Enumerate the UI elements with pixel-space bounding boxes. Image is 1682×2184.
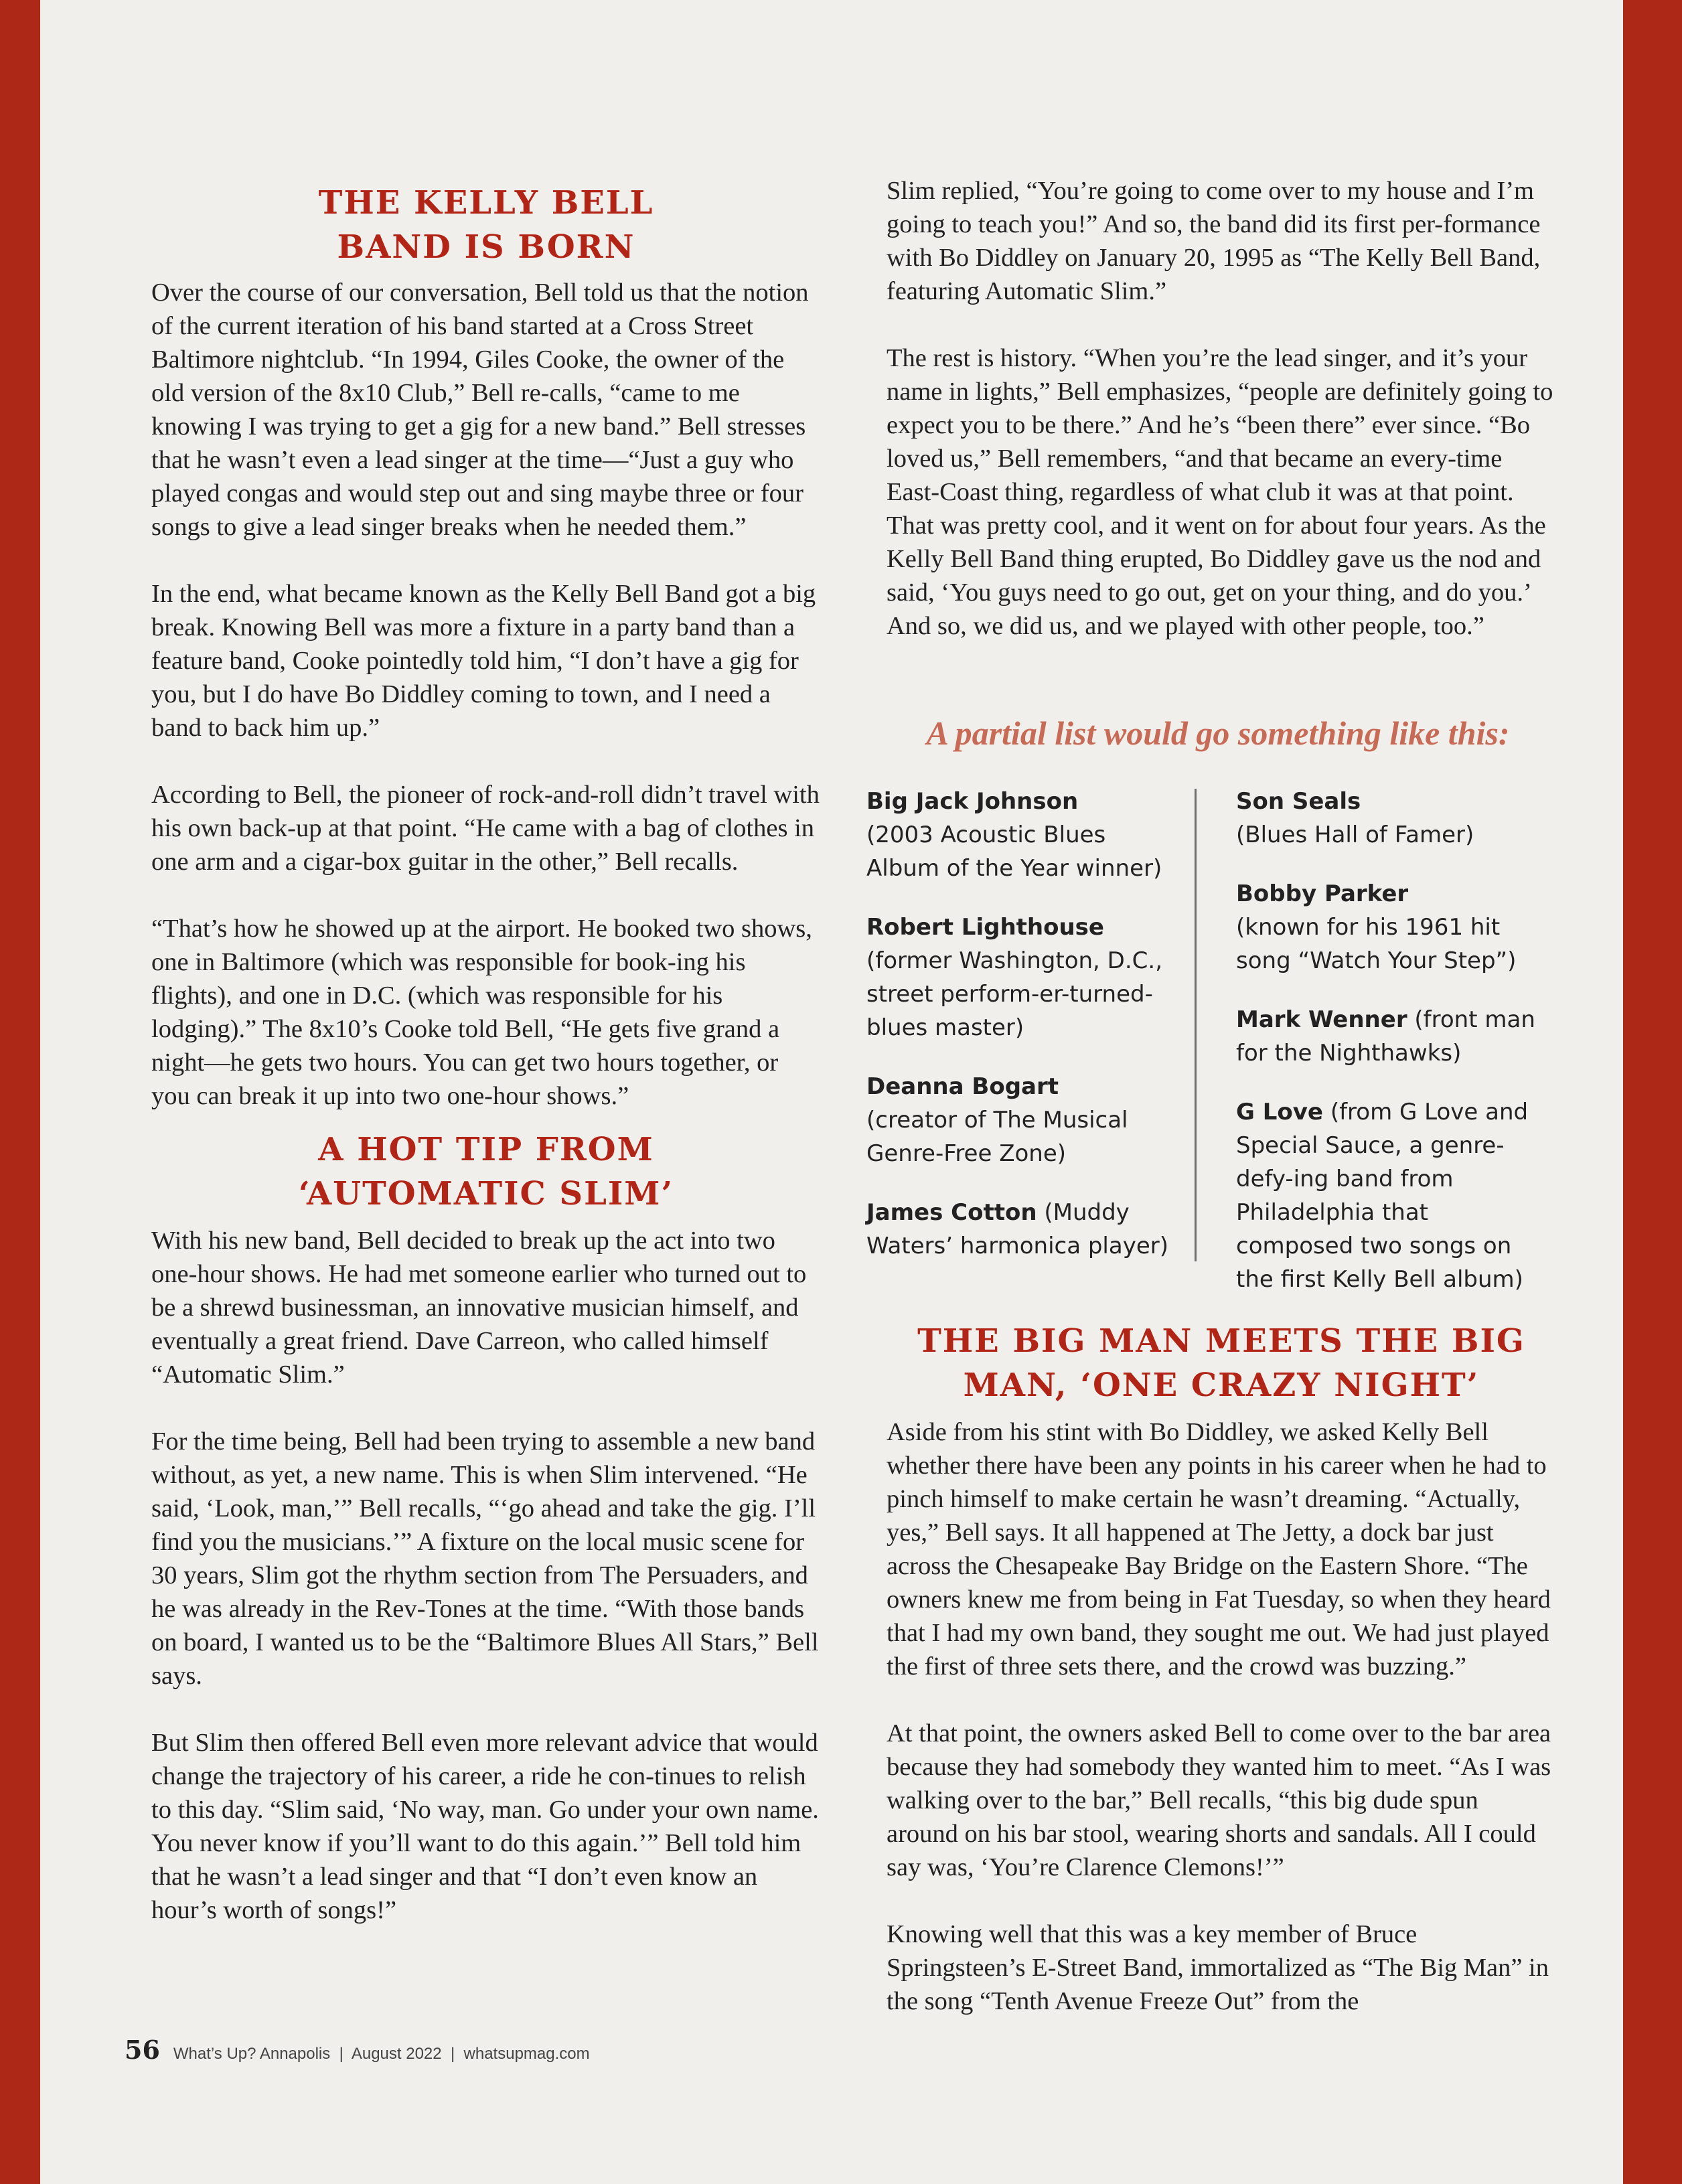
paragraph: The rest is history. “When you’re the lead singer, and it’s your name in lights,” Bell emphasizes, “people are definitely going to expect you to be there.” And he’s “been there” ever since. “Bo loved us,” Bell remembers, “and that became an every-time East-Coast thing, regardless of what club it was at that point. That was pretty cool, and it went on for about four years. As the Kelly Bell Band thing erupted, Bo Diddley gave us the nod and said, ‘You guys need to go out, get on your thing, and do you.’ And so, we did us, and we played with other people, too.” bbox=[887, 344, 1553, 640]
musician-desc: (creator of The Musical Genre-Free Zone) bbox=[866, 1107, 1128, 1167]
heading-line: THE KELLY BELL bbox=[318, 184, 654, 222]
paragraph: With his new band, Bell decided to break up the act into two one-hour shows. He had met someone earlier who turned out to be a shrewd businessman, an innovative musician himself, and eventually a great friend. Dave Carreon, who called himself “Automatic Slim.” bbox=[151, 1227, 807, 1389]
paragraph: Over the course of our conversation, Bell told us that the notion of the current iteration of his band started at a Cross Street Baltimore nightclub. “In 1994, Giles Cooke, the owner of the old version of the 8x10 Club,” Bell re-calls, “came to me knowing I was trying to get a gig for a new band.” Bell stresses that he wasn’t even a lead singer at the time—“Just a guy who played congas and would step out and sing maybe three or four songs to give a lead singer breaks when he needed them.” bbox=[151, 279, 809, 541]
musician-name: Mark Wenner bbox=[1236, 1006, 1407, 1033]
list-item bbox=[1236, 1095, 1551, 1296]
heading-line: ‘AUTOMATIC SLIM’ bbox=[298, 1175, 674, 1213]
musician-name: Robert Lighthouse bbox=[866, 914, 1104, 941]
left-column bbox=[151, 181, 821, 1960]
heading-line: THE BIG MAN MEETS THE BIG bbox=[917, 1322, 1525, 1360]
musician-name: G Love bbox=[1236, 1099, 1323, 1125]
heading-line: BAND IS BORN bbox=[337, 228, 635, 266]
musician-list-right bbox=[1236, 785, 1551, 1322]
list-item bbox=[866, 785, 1181, 885]
list-item bbox=[866, 1196, 1181, 1263]
musician-desc: (Blues Hall of Famer) bbox=[1236, 822, 1474, 848]
list-item bbox=[1236, 785, 1551, 852]
paragraph: But Slim then offered Bell even more relevant advice that would change the trajectory of his career, a ride he con-tinues to relish to this day. “Slim said, ‘No way, man. Go under your own name. You never know if you’ll want to do this again.’” Bell told him that he wasn’t a lead singer and that “I don’t even know an hour’s worth of songs!” bbox=[151, 1729, 819, 1924]
musician-list-left bbox=[866, 785, 1181, 1288]
heading-line: A HOT TIP FROM bbox=[318, 1131, 654, 1168]
paragraph: For the time being, Bell had been trying to assemble a new band without, as yet, a new name. This is when Slim intervened. “He said, ‘Look, man,’” Bell recalls, “‘go ahead and take the gig. I’ll find you the musicians.’” A fixture on the local music scene for 30 years, Slim got the rhythm section from The Persuaders, and he was already in the Rev-Tones at the time. “With those bands on board, I wanted us to be the “Baltimore Blues All Stars,” Bell says. bbox=[151, 1427, 819, 1690]
page-border-right bbox=[1623, 0, 1682, 2184]
heading-line: MAN, ‘ONE CRAZY NIGHT’ bbox=[963, 1367, 1480, 1404]
page-border-left bbox=[0, 0, 40, 2184]
paragraph: According to Bell, the pioneer of rock-and-roll didn’t travel with his own back-up at that point. “He came with a bag of clothes in one arm and a cigar-box guitar in the other,” Bell recalls. bbox=[151, 781, 820, 876]
list-intro-subhead: A partial list would go something like this: bbox=[926, 714, 1510, 752]
section-heading-big-man bbox=[887, 1319, 1556, 1407]
right-column-bottom bbox=[887, 1319, 1556, 2051]
musician-desc: (front man for the Nighthawks) bbox=[1236, 1006, 1535, 1067]
list-item bbox=[1236, 1003, 1551, 1070]
musician-name: Deanna Bogart bbox=[866, 1073, 1059, 1100]
musician-desc: (former Washington, D.C., street perform-er-turned-blues master) bbox=[866, 947, 1162, 1041]
section-heading-band-born bbox=[151, 181, 821, 269]
list-item bbox=[866, 1070, 1181, 1170]
musician-name: Son Seals bbox=[1236, 788, 1361, 815]
paragraph: Slim replied, “You’re going to come over to my house and I’m going to teach you!” And so, the band did its first per-formance with Bo Diddley on January 20, 1995 as “The Kelly Bell Band, featuring Automatic Slim.” bbox=[887, 177, 1541, 305]
list-item bbox=[1236, 877, 1551, 978]
page-number: 56 bbox=[125, 2035, 160, 2065]
right-column-top bbox=[887, 174, 1556, 676]
paragraph: At that point, the owners asked Bell to come over to the bar area because they had somebody they wanted him to meet. “As I was walking over to the bar,” Bell recalls, “this big dude spun around on his bar stool, wearing shorts and sandals. All I could say was, ‘You’re Clarence Clemons!’” bbox=[887, 1719, 1551, 1881]
paragraph: Knowing well that this was a key member of Bruce Springsteen’s E-Street Band, immortalized as “The Big Man” in the song “Tenth Avenue Freeze Out” from the bbox=[887, 1920, 1549, 2015]
paragraph: “That’s how he showed up at the airport. He booked two shows, one in Baltimore (which was responsible for book-ing his flights), and one in D.C. (which was responsible for his lodging).” The 8x10’s Cooke told Bell, “He gets five grand a night—he gets two hours. You can get two hours together, or you can break it up into two one-hour shows.” bbox=[151, 915, 812, 1110]
musician-desc: (from G Love and Special Sauce, a genre-defy-ing band from Philadelphia that composed two songs on the first Kelly Bell album) bbox=[1236, 1099, 1529, 1293]
list-item bbox=[866, 911, 1181, 1044]
page-footer bbox=[125, 2030, 590, 2070]
musician-desc: (2003 Acoustic Blues Album of the Year winner) bbox=[866, 822, 1162, 882]
musician-desc: (Muddy Waters’ harmonica player) bbox=[866, 1199, 1168, 1259]
section-heading-hot-tip bbox=[151, 1127, 821, 1216]
list-divider bbox=[1195, 789, 1197, 1261]
musician-desc: (known for his 1961 hit song “Watch Your Step”) bbox=[1236, 914, 1517, 974]
musician-name: Big Jack Johnson bbox=[866, 788, 1079, 815]
paragraph: In the end, what became known as the Kelly Bell Band got a big break. Knowing Bell was more a fixture in a party band than a feature band, Cooke pointedly told him, “I don’t have a gig for you, but I do have Bo Diddley coming to town, and I need a band to back him up.” bbox=[151, 580, 816, 742]
footer-text: What’s Up? Annapolis | August 2022 | whatsupmag.com bbox=[173, 2045, 590, 2063]
musician-name: James Cotton bbox=[866, 1199, 1037, 1226]
paragraph: Aside from his stint with Bo Diddley, we asked Kelly Bell whether there have been any points in his career when he had to pinch himself to make certain he wasn’t dreaming. “Actually, yes,” Bell says. It all happened at The Jetty, a dock bar just across the Chesapeake Bay Bridge on the Eastern Shore. “The owners knew me from being in Fat Tuesday, so when they heard that I had my own band, they sought me out. We had just played the first of three sets there, and the crowd was buzzing.” bbox=[887, 1418, 1551, 1681]
musician-name: Bobby Parker bbox=[1236, 880, 1409, 907]
